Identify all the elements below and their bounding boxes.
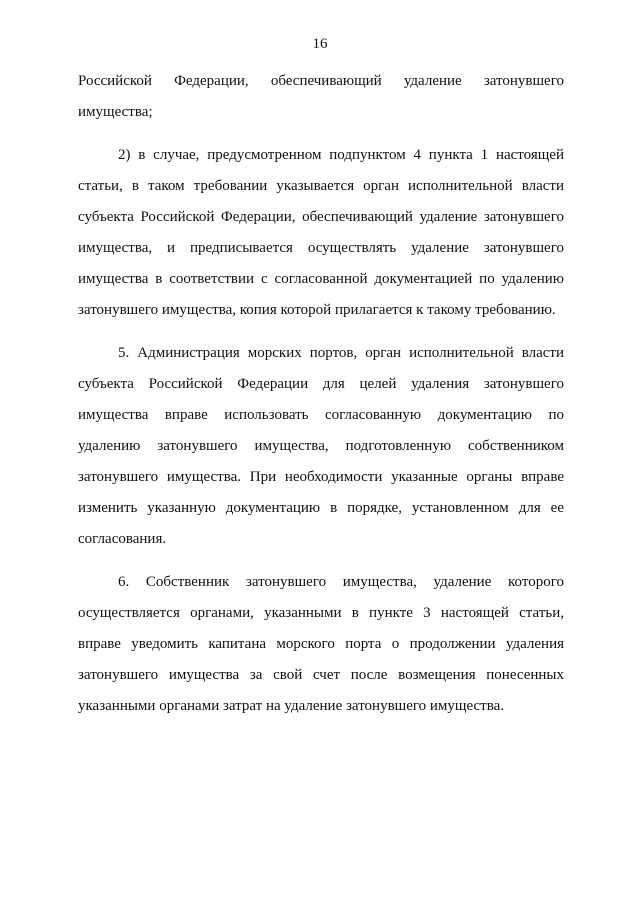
paragraph-continuation: Российской Федерации, обеспечивающий удаление затонувшего имущества; — [78, 73, 564, 120]
paragraph-subitem-2: 2) в случае, предусмотренном подпунктом 4 пункта 1 настоящей статьи, в таком требовании указывается орган исполнительной власти субъекта Российской Федерации, обеспечивающий удаление затонувшего имущества, и предписывается осуществлять удаление затонувшего имущества в соответствии с согласованной документацией по удалению затонувшего имущества, копия которой прилагается к такому требованию. — [78, 147, 564, 318]
document-body — [78, 66, 564, 722]
paragraph-item-6: 6. Собственник затонувшего имущества, удаление которого осуществляется органами, указанными в пункте 3 настоящей статьи, вправе уведомить капитана морского порта о продолжении удаления затонувшего имущества за свой счет после возмещения понесенных указанными органами затрат на удаление затонувшего имущества. — [78, 574, 564, 714]
page-number: 16 — [312, 36, 328, 52]
paragraph-item-5: 5. Администрация морских портов, орган исполнительной власти субъекта Российской Федерации для целей удаления затонувшего имущества вправе использовать согласованную документацию по удалению затонувшего имущества, подготовленную собственником затонувшего имущества. При необходимости указанные органы вправе изменить указанную документацию в порядке, установленном для ее согласования. — [78, 345, 564, 547]
